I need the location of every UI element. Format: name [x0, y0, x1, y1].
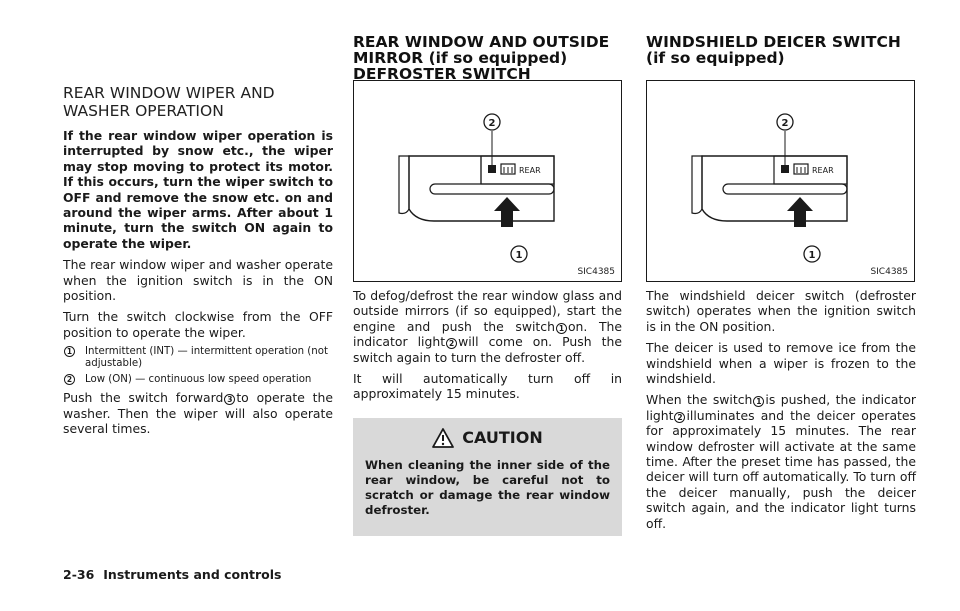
callout-marker: 3	[224, 394, 235, 405]
list-item	[63, 374, 333, 386]
figure-deicer-switch	[646, 80, 915, 282]
callout-marker: 1	[753, 396, 764, 407]
callout-marker: 2	[64, 374, 75, 385]
figure-defroster-switch	[353, 80, 622, 282]
warning-paragraph: If the rear window wiper operation is interrupted by snow etc., the wiper may stop moving to protect its motor. If this occurs, turn the wiper switch to OFF and remove the snow etc. on and around the wiper arms. After about 1 minute, turn the switch ON again to operate the wiper.	[63, 128, 333, 251]
paragraph: Push the switch forward 3 to operate the washer. Then the wiper will also operate several times.	[63, 390, 333, 437]
figure-code: SIC4385	[870, 267, 908, 277]
column-windshield-deicer	[646, 34, 916, 537]
paragraph: When the switch 1 is pushed, the indicator light 2 illuminates and the deicer operates for approximately 15 minutes. The rear window defroster will activate at the same time. After the preset time has passed, the deicer will turn off automatically. To turn off the deicer manually, push the deicer switch again, and the indicator light turns off.	[646, 392, 916, 531]
switch-label: REAR	[519, 166, 541, 175]
paragraph: Turn the switch clockwise from the OFF position to operate the wiper.	[63, 309, 333, 340]
callout-1: 1	[515, 250, 523, 261]
list-item-text: Intermittent (INT) — intermittent operation (not adjustable)	[85, 346, 328, 370]
callout-marker: 2	[674, 412, 685, 423]
switch-label: REAR	[812, 166, 834, 175]
callout-marker: 2	[446, 338, 457, 349]
callout-marker: 1	[64, 346, 75, 357]
paragraph: It will automatically turn off in approximately 15 minutes.	[353, 371, 622, 402]
caution-box	[353, 418, 622, 536]
caution-text: When cleaning the inner side of the rear window, be careful not to scratch or damage the rear window defroster.	[365, 457, 610, 517]
callout-1: 1	[808, 250, 816, 261]
page-footer	[63, 567, 281, 582]
chapter-title: Instruments and controls	[103, 567, 282, 582]
caution-title: CAUTION	[365, 428, 610, 448]
paragraph: The rear window wiper and washer operate when the ignition switch is in the ON position.	[63, 257, 333, 304]
callout-marker: 1	[556, 323, 567, 334]
section-heading-rear-defroster: REAR WINDOW AND OUTSIDE MIRROR (if so equipped) DEFROSTER SWITCH	[353, 33, 610, 83]
page-number: 2-36	[63, 567, 95, 582]
callout-2: 2	[488, 118, 496, 129]
section-heading-windshield-deicer: WINDSHIELD DEICER SWITCH (if so equipped)	[646, 33, 901, 67]
switch-illustration	[354, 81, 620, 280]
paragraph: The deicer is used to remove ice from the windshield when a wiper is frozen to the windshield.	[646, 340, 916, 387]
column-rear-wiper	[63, 84, 333, 443]
paragraph: To defog/defrost the rear window glass and outside mirrors (if so equipped), start the engine and push the switch 1 on. The indicator light 2 will come on. Push the switch again to turn the defroster off.	[353, 288, 623, 365]
switch-illustration	[647, 81, 913, 280]
section-heading-rear-wiper: REAR WINDOW WIPER AND WASHER OPERATION	[63, 84, 275, 120]
callout-2: 2	[781, 118, 789, 129]
paragraph: The windshield deicer switch (defroster switch) operates when the ignition switch is in the ON position.	[646, 288, 916, 334]
list-item	[63, 346, 333, 370]
column-rear-defroster	[353, 34, 622, 536]
figure-code: SIC4385	[577, 267, 615, 277]
warning-triangle-icon	[432, 428, 454, 448]
list-item-text: Low (ON) — continuous low speed operation	[85, 374, 312, 386]
